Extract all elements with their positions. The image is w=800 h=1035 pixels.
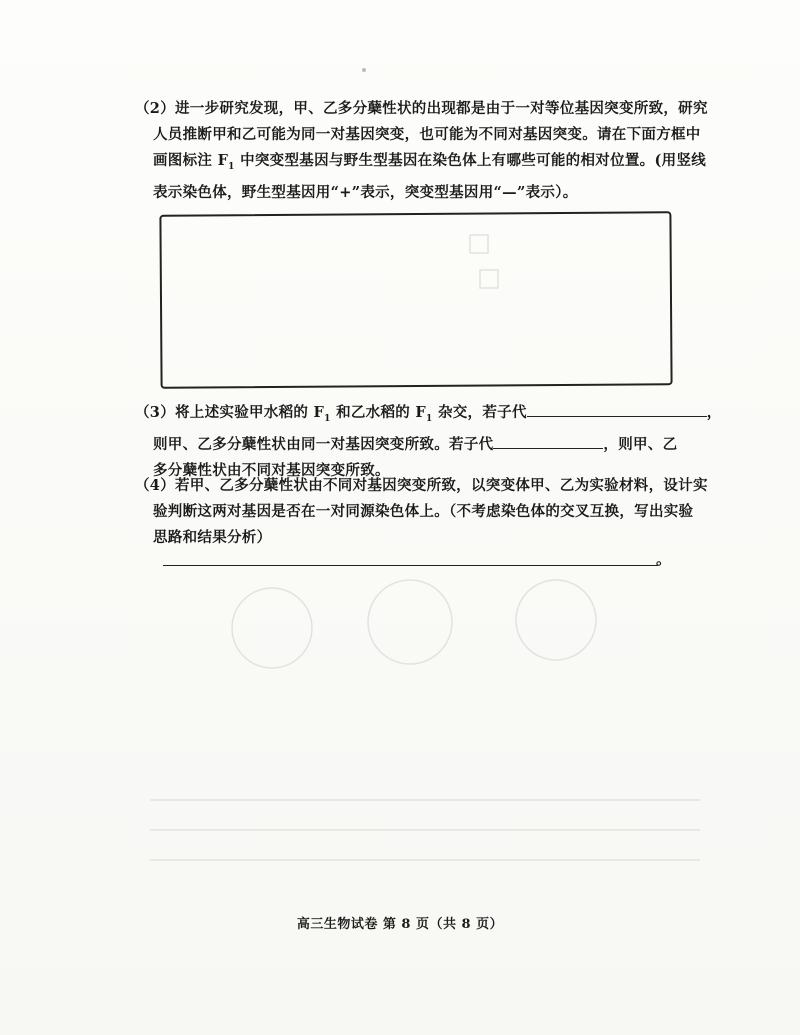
- page-footer: 高三生物试卷 第 8 页（共 8 页）: [296, 917, 504, 932]
- question-3-line-2: 则甲、乙多分蘖性状由同一对基因突变所致。若子代 ，则甲、乙: [135, 432, 675, 458]
- question-4-line-2: 验判断这两对基因是否在一对同源染色体上。（不考虑染色体的交叉互换，写出实验: [153, 503, 694, 520]
- scan-dot: [362, 68, 366, 72]
- drawing-answer-box[interactable]: [159, 211, 672, 389]
- question-3-line-3: 多分蘖性状由不同对基因突变所致。: [153, 461, 390, 479]
- answer-line-period: 。: [656, 550, 672, 568]
- question-3-line-1: （3）将上述实验甲水稻的 $F_1$ 和乙水稻的 $F_1$ 杂交，若子代 ，: [135, 400, 675, 432]
- question-4-line-3: 思路和结果分析）: [153, 529, 272, 546]
- question-4: [135, 473, 708, 551]
- question-4-line-1: （4）若甲、乙多分蘖性状由不同对基因突变所致，以突变体甲、乙为实验材料，设计实: [135, 477, 708, 494]
- question-2-line-1: （2）进一步研究发现，甲、乙多分蘖性状的出现都是由于一对等位基因突变所致，研究: [135, 100, 708, 117]
- question-2-line-4: 表示染色体，野生型基因用“+”表示，突变型基因用“—”表示）。: [153, 183, 578, 201]
- question-2-line-2: 人员推断甲和乙可能为同一对基因突变，也可能为不同对基因突变。请在下面方框中: [153, 126, 701, 143]
- question-3: [135, 400, 722, 484]
- answer-blank-2[interactable]: [493, 432, 603, 449]
- answer-line-q4[interactable]: [163, 565, 658, 566]
- answer-blank-1[interactable]: [527, 400, 707, 417]
- question-2-line-3: 画图标注 $F_1$ 中突变型基因与野生型基因在染色体上有哪些可能的相对位置。(用竖线: [153, 152, 707, 172]
- question-2: [135, 96, 708, 206]
